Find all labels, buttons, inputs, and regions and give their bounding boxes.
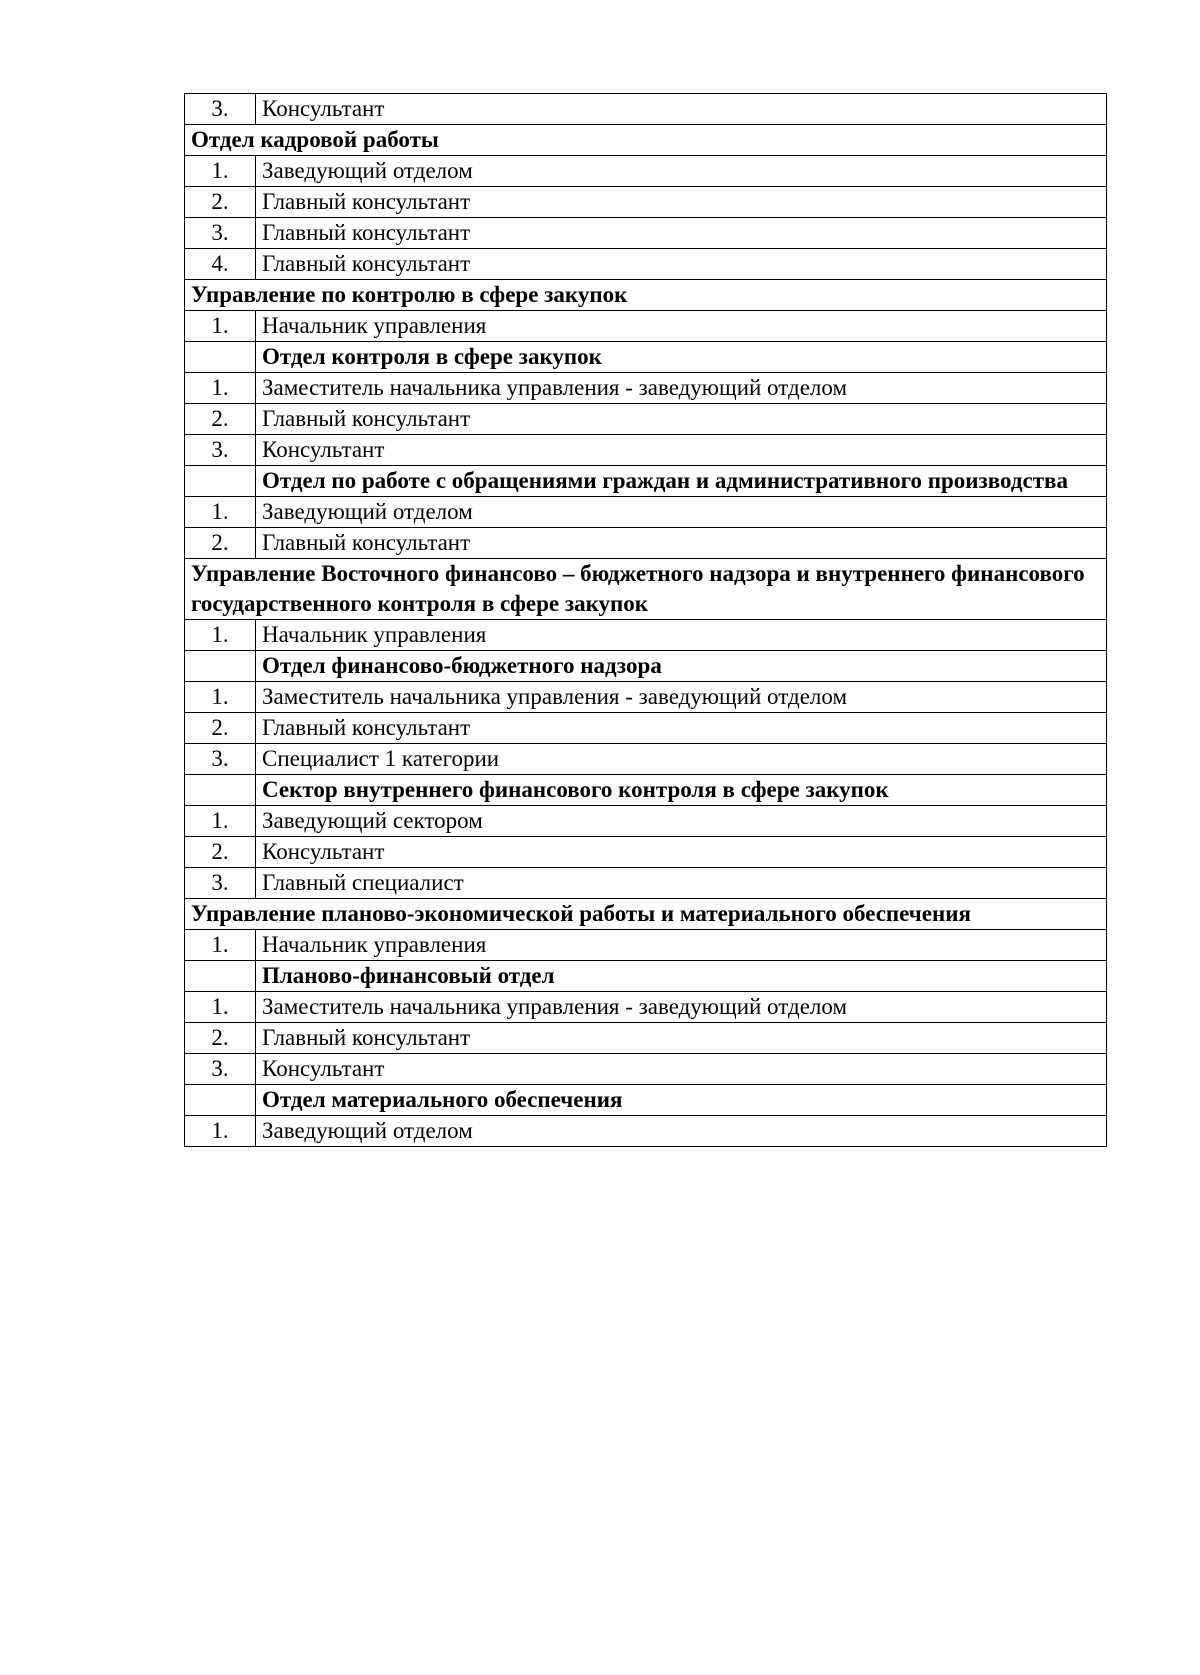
- subsection-title: Планово-финансовый отдел: [256, 961, 1107, 992]
- position-number: 1.: [185, 806, 256, 837]
- empty-number-cell: [185, 342, 256, 373]
- subsection-header-row: [185, 961, 1107, 992]
- position-number: 1.: [185, 992, 256, 1023]
- position-number: 1.: [185, 373, 256, 404]
- empty-number-cell: [185, 651, 256, 682]
- position-title: Главный консультант: [256, 528, 1107, 559]
- position-number: 3.: [185, 218, 256, 249]
- position-number: 2.: [185, 713, 256, 744]
- position-number: 1.: [185, 682, 256, 713]
- section-header-row: [185, 125, 1107, 156]
- position-row: [185, 1054, 1107, 1085]
- position-row: [185, 156, 1107, 187]
- position-title: Консультант: [256, 837, 1107, 868]
- position-number: 1.: [185, 497, 256, 528]
- position-number: 1.: [185, 620, 256, 651]
- position-title: Главный консультант: [256, 1023, 1107, 1054]
- section-header-row: [185, 559, 1107, 620]
- section-title: Управление планово-экономической работы и материального обеспечения: [185, 899, 1107, 930]
- position-title: Заведующий сектором: [256, 806, 1107, 837]
- empty-number-cell: [185, 775, 256, 806]
- position-number: 2.: [185, 187, 256, 218]
- position-row: [185, 311, 1107, 342]
- position-title: Заведующий отделом: [256, 156, 1107, 187]
- position-title: Заведующий отделом: [256, 1116, 1107, 1147]
- position-number: 3.: [185, 94, 256, 125]
- subsection-title: Отдел финансово-бюджетного надзора: [256, 651, 1107, 682]
- position-title: Заместитель начальника управления - заведующий отделом: [256, 992, 1107, 1023]
- subsection-header-row: [185, 775, 1107, 806]
- position-row: [185, 218, 1107, 249]
- position-row: [185, 682, 1107, 713]
- position-title: Главный консультант: [256, 218, 1107, 249]
- position-number: 1.: [185, 1116, 256, 1147]
- position-number: 1.: [185, 311, 256, 342]
- subsection-header-row: [185, 342, 1107, 373]
- position-number: 2.: [185, 528, 256, 559]
- position-title: Начальник управления: [256, 930, 1107, 961]
- position-title: Консультант: [256, 1054, 1107, 1085]
- position-title: Заведующий отделом: [256, 497, 1107, 528]
- subsection-title: Отдел по работе с обращениями граждан и административного производства: [256, 466, 1107, 497]
- position-title: Начальник управления: [256, 620, 1107, 651]
- position-title: Специалист 1 категории: [256, 744, 1107, 775]
- subsection-title: Отдел материального обеспечения: [256, 1085, 1107, 1116]
- position-number: 3.: [185, 744, 256, 775]
- subsection-header-row: [185, 1085, 1107, 1116]
- position-row: [185, 806, 1107, 837]
- subsection-title: Сектор внутреннего финансового контроля в сфере закупок: [256, 775, 1107, 806]
- position-row: [185, 992, 1107, 1023]
- position-number: 2.: [185, 837, 256, 868]
- empty-number-cell: [185, 1085, 256, 1116]
- position-title: Главный специалист: [256, 868, 1107, 899]
- position-row: [185, 435, 1107, 466]
- position-row: [185, 930, 1107, 961]
- position-row: [185, 528, 1107, 559]
- section-header-row: [185, 899, 1107, 930]
- position-row: [185, 837, 1107, 868]
- position-title: Консультант: [256, 94, 1107, 125]
- position-row: [185, 404, 1107, 435]
- subsection-header-row: [185, 651, 1107, 682]
- position-row: [185, 187, 1107, 218]
- section-title: Управление Восточного финансово – бюджетного надзора и внутреннего финансового государственного контроля в сфере закупок: [185, 559, 1107, 620]
- position-row: [185, 1116, 1107, 1147]
- position-title: Консультант: [256, 435, 1107, 466]
- position-number: 1.: [185, 930, 256, 961]
- section-header-row: [185, 280, 1107, 311]
- position-number: 3.: [185, 435, 256, 466]
- position-number: 3.: [185, 1054, 256, 1085]
- position-row: [185, 868, 1107, 899]
- position-row: [185, 497, 1107, 528]
- position-row: [185, 249, 1107, 280]
- position-row: [185, 620, 1107, 651]
- subsection-title: Отдел контроля в сфере закупок: [256, 342, 1107, 373]
- position-row: [185, 744, 1107, 775]
- empty-number-cell: [185, 466, 256, 497]
- position-number: 1.: [185, 156, 256, 187]
- position-row: [185, 373, 1107, 404]
- position-title: Главный консультант: [256, 404, 1107, 435]
- position-row: [185, 713, 1107, 744]
- section-title: Отдел кадровой работы: [185, 125, 1107, 156]
- position-title: Заместитель начальника управления - заведующий отделом: [256, 373, 1107, 404]
- position-number: 3.: [185, 868, 256, 899]
- subsection-header-row: [185, 466, 1107, 497]
- empty-number-cell: [185, 961, 256, 992]
- position-row: [185, 94, 1107, 125]
- position-title: Главный консультант: [256, 249, 1107, 280]
- position-number: 2.: [185, 404, 256, 435]
- position-number: 4.: [185, 249, 256, 280]
- position-row: [185, 1023, 1107, 1054]
- position-title: Заместитель начальника управления - заведующий отделом: [256, 682, 1107, 713]
- staff-table: [184, 93, 1107, 1147]
- position-title: Начальник управления: [256, 311, 1107, 342]
- position-number: 2.: [185, 1023, 256, 1054]
- position-title: Главный консультант: [256, 187, 1107, 218]
- staff-table-body: [185, 94, 1107, 1147]
- section-title: Управление по контролю в сфере закупок: [185, 280, 1107, 311]
- position-title: Главный консультант: [256, 713, 1107, 744]
